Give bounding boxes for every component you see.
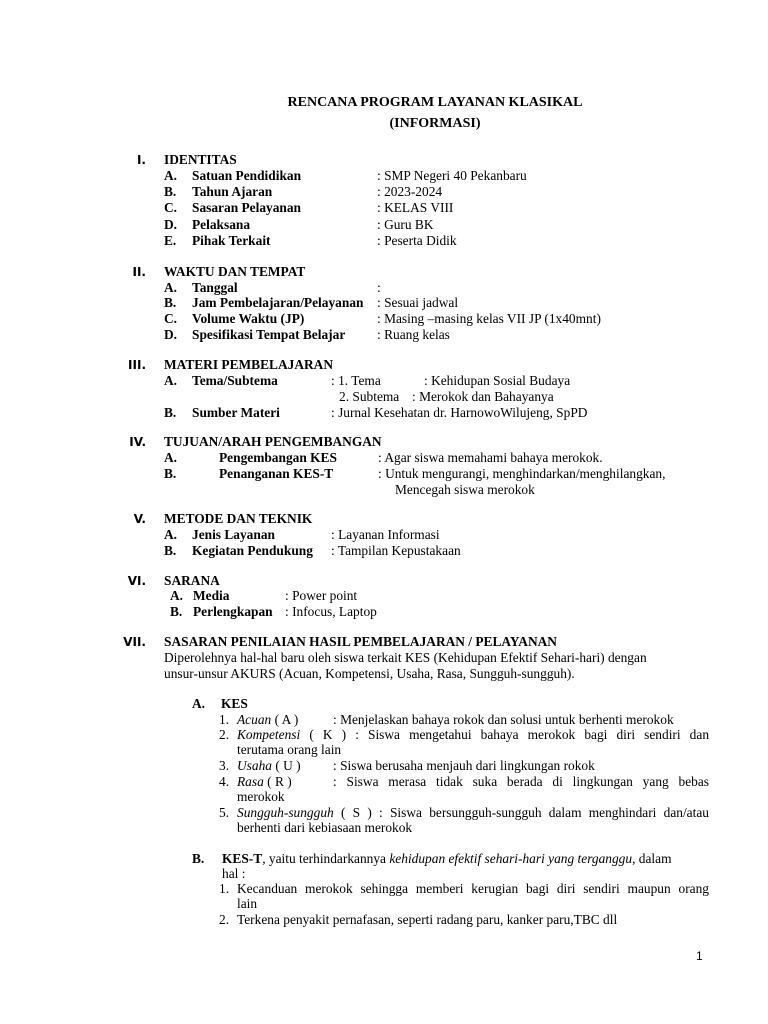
kest-letter: B. [192, 851, 205, 866]
s4-item-b-letter: B. [164, 466, 177, 481]
s6-item-a-label: Media [193, 588, 230, 603]
s5-item-a-letter: A. [164, 527, 178, 542]
kes-item-5-code: ( S ) [333, 805, 372, 820]
section-7-number: VII. [123, 635, 146, 649]
kest-item-1-cont: lain [237, 896, 258, 911]
s5-item-a-label: Jenis Layanan [192, 527, 275, 542]
kest-text-italic: kehidupan efektif sehari-hari yang terganggu [389, 851, 633, 866]
section-6-heading: SARANA [164, 573, 220, 588]
s4-item-a-letter: A. [164, 450, 178, 465]
kes-letter: A. [192, 696, 206, 711]
section-4-heading: TUJUAN/ARAH PENGEMBANGAN [164, 434, 382, 449]
s3-item-b-label: Sumber Materi [192, 405, 280, 420]
s3-item-b-value: : Jurnal Kesehatan dr. HarnowoWilujeng, SpPD [331, 405, 588, 420]
s2-item-b-letter: B. [164, 295, 177, 310]
s3-item-a-letter: A. [164, 373, 178, 388]
s3-item-b-letter: B. [164, 405, 177, 420]
s2-item-d-label: Spesifikasi Tempat Belajar [192, 327, 346, 342]
kes-item-1 [237, 712, 298, 728]
kes-item-1-number: 1. [219, 712, 230, 727]
kes-item-4-term: Rasa [237, 774, 264, 789]
s6-item-b-value: : Infocus, Laptop [285, 604, 377, 619]
s4-item-b-value: : Untuk mengurangi, menghindarkan/menghilangkan, [378, 466, 666, 481]
kest-intro-line-1 [222, 851, 672, 867]
kest-item-1-text: Kecanduan merokok sehingga memberi kerugian bagi diri sendiri maupun orang [237, 881, 709, 896]
section-1-heading: IDENTITAS [164, 152, 237, 167]
s3-item-a-label: Tema/Subtema [192, 373, 278, 388]
section-2-number: II. [132, 265, 146, 279]
kes-item-4-code: ( R ) [263, 774, 292, 789]
s4-item-a-label: Pengembangan KES [219, 450, 337, 465]
s1-item-d-value: : Guru BK [377, 217, 434, 232]
document-subtitle: (INFORMASI) [389, 116, 481, 131]
section-2-heading: WAKTU DAN TEMPAT [164, 264, 306, 279]
s2-item-b-label: Jam Pembelajaran/Pelayanan [192, 295, 364, 310]
s6-item-b-label: Perlengkapan [193, 604, 273, 619]
s1-item-c-label: Sasaran Pelayanan [192, 200, 302, 215]
s5-item-a-value: : Layanan Informasi [331, 527, 440, 542]
s2-item-a-value: : [377, 280, 381, 295]
s1-item-d-label: Pelaksana [192, 217, 251, 232]
s3-subtema-value: : Merokok dan Bahayanya [412, 389, 554, 404]
document-title: RENCANA PROGRAM LAYANAN KLASIKAL [287, 95, 583, 110]
kes-item-2-cont: terutama orang lain [237, 742, 342, 757]
s2-item-a-letter: A. [164, 280, 178, 295]
kes-item-3-code: ( U ) [271, 758, 301, 773]
kes-item-1-term: Acuan [237, 712, 272, 727]
kes-item-4-number: 4. [219, 774, 230, 789]
kes-item-3-text: : Siswa berusaha menjauh dari lingkungan rokok [333, 758, 595, 773]
s5-item-b-value: : Tampilan Kepustakaan [331, 543, 461, 558]
section-4-number: IV. [129, 435, 146, 449]
s6-item-a-letter: A. [170, 588, 184, 603]
s3-tema-value: : Kehidupan Sosial Budaya [424, 373, 571, 388]
s3-tema-label: : 1. Tema [331, 373, 381, 388]
page-number: 1 [696, 949, 703, 963]
kes-item-5 [237, 805, 709, 821]
section-5-heading: METODE DAN TEKNIK [164, 511, 313, 526]
section-6-number: VI. [127, 574, 146, 588]
kes-item-4 [237, 774, 292, 790]
kes-item-1-code: ( A ) [271, 712, 299, 727]
s4-item-b-value-cont: Mencegah siswa merokok [395, 482, 535, 497]
s1-item-a-letter: A. [164, 168, 178, 183]
s2-item-b-value: : Sesuai jadwal [377, 295, 459, 310]
kes-item-5-number: 5. [219, 805, 230, 820]
s2-item-d-letter: D. [164, 327, 178, 342]
s4-item-b-label: Penanganan KES-T [219, 466, 334, 481]
section-5-number: V. [133, 512, 146, 526]
s2-item-c-letter: C. [164, 311, 178, 326]
s1-item-b-value: : 2023-2024 [377, 184, 443, 199]
s7-intro-line-1: Diperolehnya hal-hal baru oleh siswa terkait KES (Kehidupan Efektif Sehari-hari) dengan [164, 650, 647, 665]
s7-intro-line-2: unsur-unsur AKURS (Acuan, Kompetensi, Usaha, Rasa, Sungguh-sungguh). [164, 666, 575, 681]
s3-subtema-label: 2. Subtema [339, 389, 400, 404]
s1-item-e-letter: E. [164, 233, 177, 248]
kes-item-1-text: : Menjelaskan bahaya rokok dan solusi untuk berhenti merokok [333, 712, 674, 727]
kest-text-pre: , yaitu terhindarkannya [262, 851, 390, 866]
kes-item-5-cont: berhenti dari kebiasaan merokok [237, 820, 413, 835]
s2-item-c-value: : Masing –masing kelas VII JP (1x40mnt) [377, 311, 601, 326]
section-1-number: I. [136, 153, 146, 167]
kes-item-3-term: Usaha [237, 758, 272, 773]
s5-item-b-letter: B. [164, 543, 177, 558]
kes-item-4-text: : Siswa merasa tidak suka berada di lingkungan yang bebas [333, 774, 709, 789]
section-3-number: III. [128, 358, 146, 372]
kes-item-2-term: Kompetensi [237, 727, 301, 742]
s1-item-e-label: Pihak Terkait [192, 233, 271, 248]
kes-item-2 [237, 727, 709, 743]
kest-heading: KES-T [222, 851, 263, 866]
kes-item-5-text: : Siswa bersungguh-sungguh dalam menghindari dan/atau [371, 805, 709, 820]
s1-item-b-letter: B. [164, 184, 177, 199]
kes-item-2-code: ( K ) [300, 727, 356, 742]
s1-item-d-letter: D. [164, 217, 178, 232]
s1-item-e-value: : Peserta Didik [377, 233, 457, 248]
s1-item-a-value: : SMP Negeri 40 Pekanbaru [377, 168, 527, 183]
kes-item-5-term: Sungguh-sungguh [237, 805, 334, 820]
kest-item-1-number: 1. [219, 881, 230, 896]
section-3-heading: MATERI PEMBELAJARAN [164, 357, 333, 372]
s2-item-d-value: : Ruang kelas [377, 327, 450, 342]
section-7-heading: SASARAN PENILAIAN HASIL PEMBELAJARAN / PELAYANAN [164, 634, 557, 649]
s5-item-b-label: Kegiatan Pendukung [192, 543, 313, 558]
s2-item-c-label: Volume Waktu (JP) [192, 311, 305, 326]
kest-text-post: , dalam [632, 851, 672, 866]
s1-item-c-value: : KELAS VIII [377, 200, 454, 215]
kes-heading: KES [221, 696, 248, 711]
s2-item-a-label: Tanggal [192, 280, 238, 295]
kes-item-2-number: 2. [219, 727, 230, 742]
kes-item-4-cont: merokok [237, 789, 285, 804]
kes-item-2-text: : Siswa mengetahui bahaya merokok bagi diri sendiri dan [355, 727, 710, 742]
kest-item-2-number: 2. [219, 912, 230, 927]
s1-item-a-label: Satuan Pendidikan [192, 168, 302, 183]
s6-item-b-letter: B. [170, 604, 183, 619]
s1-item-b-label: Tahun Ajaran [192, 184, 273, 199]
s1-item-c-letter: C. [164, 200, 178, 215]
s4-item-a-value: : Agar siswa memahami bahaya merokok. [378, 450, 603, 465]
s6-item-a-value: : Power point [285, 588, 358, 603]
kest-item-2-text: Terkena penyakit pernafasan, seperti radang paru, kanker paru,TBC dll [237, 912, 618, 927]
kes-item-3-number: 3. [219, 758, 230, 773]
kes-item-3 [237, 758, 301, 774]
kest-intro-line-2: hal : [222, 866, 246, 881]
